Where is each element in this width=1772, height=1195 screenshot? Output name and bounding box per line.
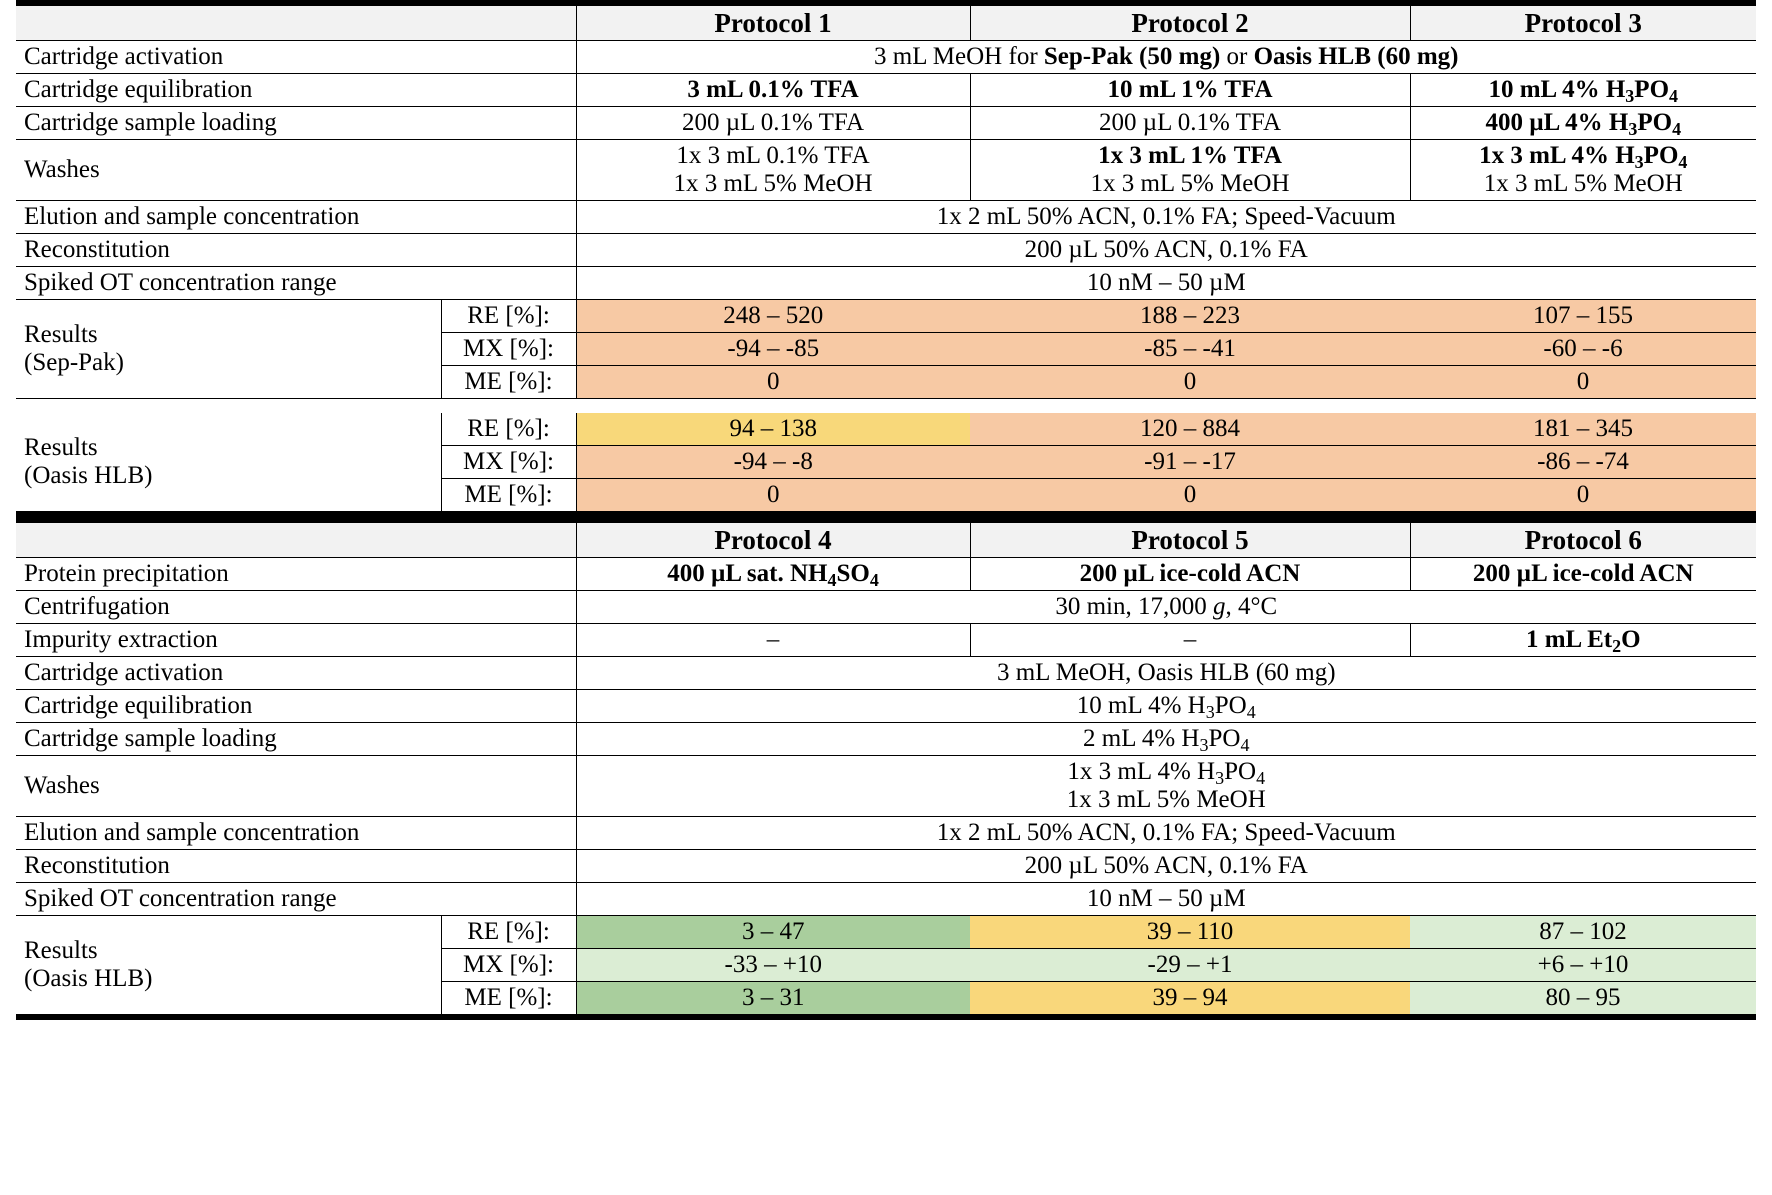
- row-label: Washes: [24, 772, 100, 800]
- table-row: [16, 267, 1756, 300]
- row-label: Cartridge activation: [24, 659, 224, 687]
- row-value: 1x 3 mL 1% TFA 1x 3 mL 5% MeOH: [970, 140, 1410, 201]
- results-value: -86 – -74: [1410, 446, 1756, 479]
- results-value: 181 – 345: [1410, 413, 1756, 446]
- row-label: Cartridge equilibration: [24, 76, 253, 104]
- row-label: Cartridge activation: [24, 43, 224, 71]
- results-value: 94 – 138: [576, 413, 970, 446]
- results-label: Results (Sep-Pak): [24, 321, 124, 377]
- results-value: 3 – 31: [576, 982, 970, 1018]
- table-row: [16, 558, 1756, 591]
- row-value: –: [970, 624, 1410, 657]
- results-value: 0: [970, 366, 1410, 399]
- row-value-span: 2 mL 4% $H_3PO_4$: [576, 723, 1756, 756]
- protocol-table-2: [16, 517, 1756, 1020]
- results-metric: RE [%]:: [441, 413, 576, 446]
- row-value-span: 200 µL 50% ACN, 0.1% FA: [576, 850, 1756, 883]
- row-label: Reconstitution: [24, 236, 170, 264]
- results-metric: MX [%]:: [441, 333, 576, 366]
- row-label: Impurity extraction: [24, 626, 218, 654]
- results-row: [16, 916, 1756, 949]
- header-protocol-4: Protocol 4: [576, 520, 970, 558]
- row-value-span: 200 µL 50% ACN, 0.1% FA: [576, 234, 1756, 267]
- row-label: Cartridge sample loading: [24, 725, 277, 753]
- table-row: [16, 41, 1756, 74]
- table-row: [16, 201, 1756, 234]
- table-row: [16, 74, 1756, 107]
- row-value-span: 1x 2 mL 50% ACN, 0.1% FA; Speed-Vacuum: [576, 201, 1756, 234]
- table-row: [16, 140, 1756, 201]
- results-value: 0: [970, 479, 1410, 515]
- results-metric: MX [%]:: [441, 949, 576, 982]
- table-row: [16, 756, 1756, 817]
- results-value: 248 – 520: [576, 300, 970, 333]
- row-value: 200 µL ice-cold ACN: [1410, 558, 1756, 591]
- row-label: Cartridge equilibration: [24, 692, 253, 720]
- results-metric: MX [%]:: [441, 446, 576, 479]
- row-value: 10 mL 4% $H_3PO_4$: [1410, 74, 1756, 107]
- table-row: [16, 883, 1756, 916]
- table-row: [16, 657, 1756, 690]
- row-label: Elution and sample concentration: [24, 819, 360, 847]
- results-value: 0: [576, 479, 970, 515]
- results-value: 188 – 223: [970, 300, 1410, 333]
- results-value: -94 – -85: [576, 333, 970, 366]
- header-protocol-3: Protocol 3: [1410, 3, 1756, 41]
- table-row: [16, 107, 1756, 140]
- row-label: Washes: [24, 156, 100, 184]
- row-value: 1x 3 mL 4% $H_3PO_4$ 1x 3 mL 5% MeOH: [1410, 140, 1756, 201]
- results-label: Results (Oasis HLB): [24, 937, 153, 993]
- results-row: [16, 413, 1756, 446]
- header-blank: [16, 3, 576, 41]
- results-value: -85 – -41: [970, 333, 1410, 366]
- table-header-row: [16, 3, 1756, 41]
- results-value: 3 – 47: [576, 916, 970, 949]
- row-value-span: 1x 2 mL 50% ACN, 0.1% FA; Speed-Vacuum: [576, 817, 1756, 850]
- row-value-span: 30 min, 17,000 g, 4°C: [576, 591, 1756, 624]
- results-metric: ME [%]:: [441, 982, 576, 1018]
- table-row: [16, 234, 1756, 267]
- table-row: [16, 723, 1756, 756]
- row-label: Spiked OT concentration range: [24, 885, 337, 913]
- results-metric: ME [%]:: [441, 366, 576, 399]
- results-value: 80 – 95: [1410, 982, 1756, 1018]
- results-metric: RE [%]:: [441, 916, 576, 949]
- row-value: 3 mL 0.1% TFA: [576, 74, 970, 107]
- table-row: [16, 817, 1756, 850]
- table-row: [16, 690, 1756, 723]
- results-value: 39 – 110: [970, 916, 1410, 949]
- results-spacer: [16, 399, 1756, 414]
- row-value: 400 µL 4% $H_3PO_4$: [1410, 107, 1756, 140]
- row-label: Centrifugation: [24, 593, 170, 621]
- results-value: 120 – 884: [970, 413, 1410, 446]
- row-label: Elution and sample concentration: [24, 203, 360, 231]
- results-value: 0: [576, 366, 970, 399]
- table-row: [16, 591, 1756, 624]
- header-protocol-5: Protocol 5: [970, 520, 1410, 558]
- results-value: -94 – -8: [576, 446, 970, 479]
- row-value-span: 10 nM – 50 µM: [576, 883, 1756, 916]
- row-value: 1 mL $Et_2O$: [1410, 624, 1756, 657]
- results-value: -91 – -17: [970, 446, 1410, 479]
- results-value: 39 – 94: [970, 982, 1410, 1018]
- row-value: 200 µL 0.1% TFA: [576, 107, 970, 140]
- protocol-table-1: [16, 0, 1756, 517]
- row-label: Cartridge sample loading: [24, 109, 277, 137]
- table-row: [16, 850, 1756, 883]
- results-value: 0: [1410, 479, 1756, 515]
- results-value: 87 – 102: [1410, 916, 1756, 949]
- results-value: -29 – +1: [970, 949, 1410, 982]
- results-metric: ME [%]:: [441, 479, 576, 515]
- row-value-span: 10 nM – 50 µM: [576, 267, 1756, 300]
- row-label: Spiked OT concentration range: [24, 269, 337, 297]
- row-value: 200 µL ice-cold ACN: [970, 558, 1410, 591]
- header-protocol-6: Protocol 6: [1410, 520, 1756, 558]
- table-header-row: [16, 520, 1756, 558]
- row-value: 10 mL 1% TFA: [970, 74, 1410, 107]
- results-value: -33 – +10: [576, 949, 970, 982]
- results-label: Results (Oasis HLB): [24, 434, 153, 490]
- row-value: 200 µL 0.1% TFA: [970, 107, 1410, 140]
- row-value-span: 3 mL MeOH for Sep-Pak (50 mg) or Oasis HLB (60 mg): [576, 41, 1756, 74]
- row-value-span: 3 mL MeOH, Oasis HLB (60 mg): [576, 657, 1756, 690]
- row-value: 1x 3 mL 0.1% TFA 1x 3 mL 5% MeOH: [576, 140, 970, 201]
- row-value: 400 µL sat. $NH_4SO_4$: [576, 558, 970, 591]
- results-value: 0: [1410, 366, 1756, 399]
- header-blank: [16, 520, 576, 558]
- results-value: 107 – 155: [1410, 300, 1756, 333]
- results-row: [16, 300, 1756, 333]
- row-value-span: 10 mL 4% $H_3PO_4$: [576, 690, 1756, 723]
- results-value: +6 – +10: [1410, 949, 1756, 982]
- table-row: [16, 624, 1756, 657]
- row-label: Reconstitution: [24, 852, 170, 880]
- row-value: –: [576, 624, 970, 657]
- row-value-span: 1x 3 mL 4% $H_3PO_4$ 1x 3 mL 5% MeOH: [576, 756, 1756, 817]
- row-label: Protein precipitation: [24, 560, 229, 588]
- header-protocol-1: Protocol 1: [576, 3, 970, 41]
- results-value: -60 – -6: [1410, 333, 1756, 366]
- results-metric: RE [%]:: [441, 300, 576, 333]
- header-protocol-2: Protocol 2: [970, 3, 1410, 41]
